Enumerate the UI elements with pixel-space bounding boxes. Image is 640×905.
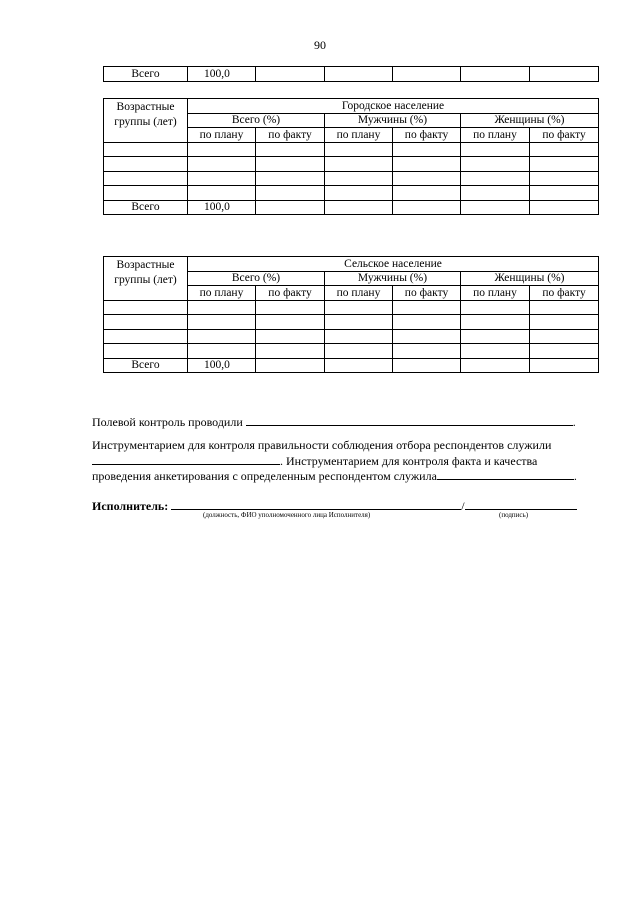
page-number: 90 <box>314 38 326 52</box>
slash: / <box>461 499 465 513</box>
table-cell[interactable] <box>256 157 325 172</box>
table-cell[interactable] <box>256 142 325 157</box>
table-cell[interactable] <box>104 300 188 315</box>
table-cell[interactable] <box>325 157 393 172</box>
table-cell[interactable] <box>530 329 599 344</box>
fact-header: по факту <box>393 286 461 301</box>
table-cell[interactable] <box>461 315 530 330</box>
men-pct-header: Мужчины (%) <box>325 113 461 128</box>
table-cell[interactable] <box>256 358 325 373</box>
table-cell[interactable] <box>393 142 461 157</box>
table-cell[interactable] <box>256 329 325 344</box>
instrument-blank-1[interactable] <box>92 453 280 465</box>
table-cell[interactable] <box>393 186 461 201</box>
table-cell[interactable] <box>104 315 188 330</box>
total-label: Всего <box>104 67 188 82</box>
table-cell[interactable] <box>104 142 188 157</box>
plan-header: по плану <box>188 286 256 301</box>
table-cell <box>393 67 461 82</box>
field-control-blank[interactable] <box>246 414 573 426</box>
table-row <box>104 329 599 344</box>
total-label: Всего <box>104 200 188 215</box>
table-cell[interactable] <box>104 329 188 344</box>
table-cell[interactable] <box>256 186 325 201</box>
table-cell[interactable] <box>256 171 325 186</box>
urban-population-table <box>103 98 599 215</box>
table-cell[interactable] <box>188 329 256 344</box>
table-cell[interactable] <box>461 186 530 201</box>
table-cell[interactable] <box>104 171 188 186</box>
table-cell[interactable] <box>325 171 393 186</box>
rural-title: Сельское население <box>188 257 599 272</box>
table-row <box>104 300 599 315</box>
table-cell[interactable] <box>325 358 393 373</box>
table-cell[interactable] <box>325 315 393 330</box>
table-cell[interactable] <box>325 142 393 157</box>
table-cell[interactable] <box>188 315 256 330</box>
table-cell[interactable] <box>393 344 461 359</box>
age-groups-label: группы (лет) <box>114 115 177 128</box>
table-cell[interactable] <box>461 329 530 344</box>
age-groups-header <box>104 257 188 301</box>
table-cell[interactable] <box>393 315 461 330</box>
table-cell[interactable] <box>530 157 599 172</box>
fact-header: по факту <box>256 128 325 143</box>
fact-header: по факту <box>530 286 599 301</box>
table-cell[interactable] <box>461 200 530 215</box>
field-control-line: Полевой контроль проводили . <box>92 415 576 429</box>
table-cell[interactable] <box>530 300 599 315</box>
age-groups-label: Возрастные <box>116 259 175 271</box>
position-caption: (должность, ФИО уполномоченного лица Исполнителя) <box>203 511 371 519</box>
rural-population-table <box>103 256 599 373</box>
total-value: 100,0 <box>188 67 256 82</box>
table-cell <box>325 67 393 82</box>
table-row <box>104 344 599 359</box>
plan-header: по плану <box>325 286 393 301</box>
previous-table-total-row <box>103 66 599 82</box>
table-cell[interactable] <box>325 344 393 359</box>
table-cell[interactable] <box>530 171 599 186</box>
table-cell[interactable] <box>325 300 393 315</box>
age-groups-label: группы (лет) <box>114 273 177 286</box>
executor-label: Исполнитель: <box>92 499 169 513</box>
table-cell[interactable] <box>530 200 599 215</box>
table-cell[interactable] <box>256 200 325 215</box>
table-cell[interactable] <box>325 200 393 215</box>
table-cell[interactable] <box>325 186 393 201</box>
plan-header: по плану <box>325 128 393 143</box>
table-cell[interactable] <box>393 157 461 172</box>
instrument-blank-2[interactable] <box>437 468 574 480</box>
table-header-row <box>104 99 599 114</box>
table-cell[interactable] <box>461 300 530 315</box>
table-row <box>104 186 599 201</box>
total-pct-header: Всего (%) <box>188 271 325 286</box>
table-cell[interactable] <box>393 200 461 215</box>
plan-header: по плану <box>461 286 530 301</box>
instrument-line-1: Инструментарием для контроля правильности соблюдения отбора респондентов служили <box>92 438 552 452</box>
table-cell[interactable] <box>461 157 530 172</box>
age-groups-header <box>104 99 188 143</box>
table-cell[interactable] <box>393 358 461 373</box>
table-cell[interactable] <box>256 344 325 359</box>
total-value: 100,0 <box>188 358 256 373</box>
women-pct-header: Женщины (%) <box>461 113 599 128</box>
age-groups-label: Возрастные <box>116 101 175 113</box>
table-cell[interactable] <box>104 157 188 172</box>
instrument-text-3: проведения анкетирования с определенным респондентом служила <box>92 469 437 483</box>
table-cell[interactable] <box>188 142 256 157</box>
table-cell[interactable] <box>530 186 599 201</box>
table-cell[interactable] <box>530 315 599 330</box>
table-cell[interactable] <box>188 300 256 315</box>
table-cell[interactable] <box>188 344 256 359</box>
table-row <box>104 67 599 82</box>
table-cell[interactable] <box>393 329 461 344</box>
table-row <box>104 315 599 330</box>
plan-header: по плану <box>461 128 530 143</box>
table-total-row <box>104 358 599 373</box>
fact-header: по факту <box>256 286 325 301</box>
total-pct-header: Всего (%) <box>188 113 325 128</box>
table-cell[interactable] <box>530 358 599 373</box>
table-cell[interactable] <box>325 329 393 344</box>
table-cell[interactable] <box>256 300 325 315</box>
table-cell[interactable] <box>393 171 461 186</box>
table-cell[interactable] <box>393 300 461 315</box>
table-cell[interactable] <box>530 142 599 157</box>
table-row <box>104 157 599 172</box>
table-cell <box>530 67 599 82</box>
urban-title: Городское население <box>188 99 599 114</box>
table-cell <box>461 67 530 82</box>
plan-header: по плану <box>188 128 256 143</box>
table-cell[interactable] <box>461 142 530 157</box>
table-header-row <box>104 257 599 272</box>
table-cell[interactable] <box>461 171 530 186</box>
table-cell[interactable] <box>104 186 188 201</box>
total-label: Всего <box>104 358 188 373</box>
table-row <box>104 171 599 186</box>
executor-position-blank[interactable] <box>171 498 461 510</box>
table-total-row <box>104 200 599 215</box>
table-cell[interactable] <box>104 344 188 359</box>
table-cell[interactable] <box>188 171 256 186</box>
table-row <box>104 142 599 157</box>
table-cell[interactable] <box>461 358 530 373</box>
table-cell <box>256 67 325 82</box>
signature-caption: (подпись) <box>499 511 529 519</box>
table-cell[interactable] <box>256 315 325 330</box>
table-cell[interactable] <box>188 186 256 201</box>
table-cell[interactable] <box>188 157 256 172</box>
executor-signature-blank[interactable] <box>465 498 577 510</box>
fact-header: по факту <box>393 128 461 143</box>
total-value: 100,0 <box>188 200 256 215</box>
men-pct-header: Мужчины (%) <box>325 271 461 286</box>
women-pct-header: Женщины (%) <box>461 271 599 286</box>
fact-header: по факту <box>530 128 599 143</box>
instrument-line-3: проведения анкетирования с определенным респондентом служила . <box>92 469 577 483</box>
instrument-text-2: . Инструментарием для контроля факта и качества <box>280 454 538 468</box>
table-cell[interactable] <box>461 344 530 359</box>
field-control-label: Полевой контроль проводили <box>92 415 243 429</box>
table-cell[interactable] <box>530 344 599 359</box>
